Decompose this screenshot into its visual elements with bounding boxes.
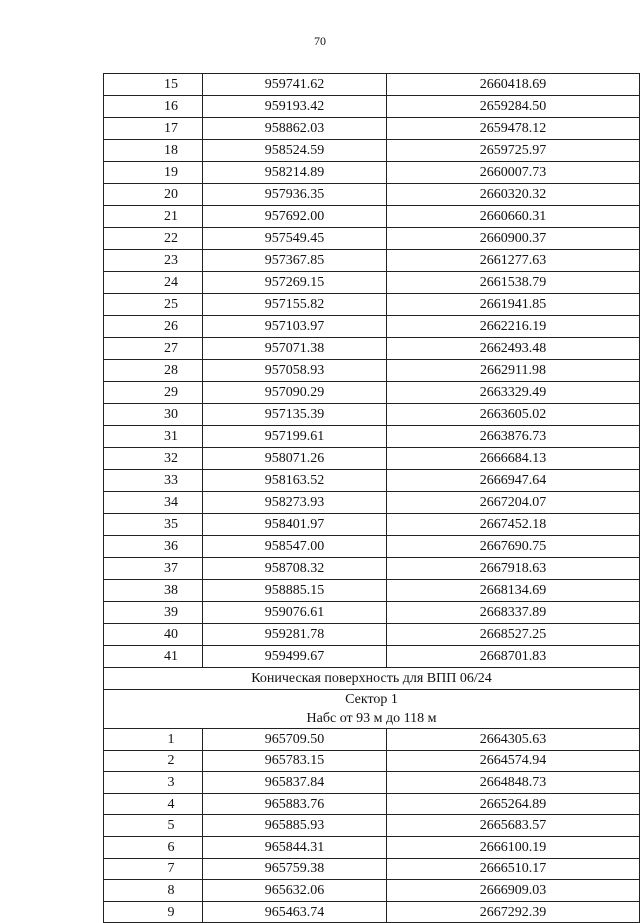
point-number: 30 bbox=[104, 404, 203, 426]
point-number: 18 bbox=[104, 140, 203, 162]
coord-x: 957692.00 bbox=[203, 206, 387, 228]
coord-y: 2668134.69 bbox=[387, 580, 640, 602]
coord-y: 2664848.73 bbox=[387, 772, 640, 794]
point-number: 2 bbox=[104, 750, 203, 772]
coord-x: 957058.93 bbox=[203, 360, 387, 382]
coord-x: 957269.15 bbox=[203, 272, 387, 294]
coord-y: 2662911.98 bbox=[387, 360, 640, 382]
coord-x: 957103.97 bbox=[203, 316, 387, 338]
coord-x: 965463.74 bbox=[203, 901, 387, 923]
point-number: 40 bbox=[104, 624, 203, 646]
point-number: 17 bbox=[104, 118, 203, 140]
table-row bbox=[104, 836, 640, 858]
coord-x: 965885.93 bbox=[203, 815, 387, 837]
coord-y: 2660418.69 bbox=[387, 74, 640, 96]
coord-x: 958708.32 bbox=[203, 558, 387, 580]
table-row bbox=[104, 536, 640, 558]
point-number: 8 bbox=[104, 880, 203, 902]
coord-y: 2662493.48 bbox=[387, 338, 640, 360]
coord-y: 2660007.73 bbox=[387, 162, 640, 184]
point-number: 35 bbox=[104, 514, 203, 536]
section-heading-row bbox=[104, 668, 640, 690]
point-number: 6 bbox=[104, 836, 203, 858]
table-row bbox=[104, 426, 640, 448]
coord-x: 957549.45 bbox=[203, 228, 387, 250]
coord-x: 965844.31 bbox=[203, 836, 387, 858]
table-row bbox=[104, 140, 640, 162]
coord-x: 958862.03 bbox=[203, 118, 387, 140]
point-number: 39 bbox=[104, 602, 203, 624]
coord-y: 2663329.49 bbox=[387, 382, 640, 404]
point-number: 19 bbox=[104, 162, 203, 184]
table-row bbox=[104, 316, 640, 338]
coord-y: 2667452.18 bbox=[387, 514, 640, 536]
sector-title: Сектор 1 bbox=[345, 692, 398, 707]
page-number: 70 bbox=[314, 34, 326, 48]
table-row bbox=[104, 880, 640, 902]
table-row bbox=[104, 206, 640, 228]
coord-x: 959193.42 bbox=[203, 96, 387, 118]
coord-y: 2668337.89 bbox=[387, 602, 640, 624]
coord-x: 957071.38 bbox=[203, 338, 387, 360]
point-number: 1 bbox=[104, 729, 203, 751]
table-row bbox=[104, 228, 640, 250]
table-row bbox=[104, 729, 640, 751]
table-row bbox=[104, 602, 640, 624]
point-number: 29 bbox=[104, 382, 203, 404]
point-number: 31 bbox=[104, 426, 203, 448]
coord-y: 2665264.89 bbox=[387, 793, 640, 815]
table-row bbox=[104, 750, 640, 772]
point-number: 24 bbox=[104, 272, 203, 294]
coord-x: 958163.52 bbox=[203, 470, 387, 492]
table-row bbox=[104, 162, 640, 184]
table-row bbox=[104, 514, 640, 536]
coord-x: 958071.26 bbox=[203, 448, 387, 470]
coord-y: 2663605.02 bbox=[387, 404, 640, 426]
table-row bbox=[104, 580, 640, 602]
coord-x: 965883.76 bbox=[203, 793, 387, 815]
point-number: 22 bbox=[104, 228, 203, 250]
sector-heading-row bbox=[104, 690, 640, 729]
coord-y: 2667690.75 bbox=[387, 536, 640, 558]
coord-y: 2661538.79 bbox=[387, 272, 640, 294]
table-row bbox=[104, 901, 640, 923]
point-number: 23 bbox=[104, 250, 203, 272]
coord-y: 2666100.19 bbox=[387, 836, 640, 858]
coord-x: 957367.85 bbox=[203, 250, 387, 272]
coord-y: 2661277.63 bbox=[387, 250, 640, 272]
coord-x: 957199.61 bbox=[203, 426, 387, 448]
coord-x: 958547.00 bbox=[203, 536, 387, 558]
coord-x: 959499.67 bbox=[203, 646, 387, 668]
sector-table-body bbox=[104, 729, 640, 923]
coord-x: 959741.62 bbox=[203, 74, 387, 96]
coord-y: 2666909.03 bbox=[387, 880, 640, 902]
table-row bbox=[104, 118, 640, 140]
table-row bbox=[104, 294, 640, 316]
coord-x: 957155.82 bbox=[203, 294, 387, 316]
point-number: 27 bbox=[104, 338, 203, 360]
table-row bbox=[104, 272, 640, 294]
table-row bbox=[104, 772, 640, 794]
point-number: 3 bbox=[104, 772, 203, 794]
point-number: 7 bbox=[104, 858, 203, 880]
point-number: 5 bbox=[104, 815, 203, 837]
coord-x: 965632.06 bbox=[203, 880, 387, 902]
table-row bbox=[104, 492, 640, 514]
point-number: 25 bbox=[104, 294, 203, 316]
coord-x: 965783.15 bbox=[203, 750, 387, 772]
coord-x: 958401.97 bbox=[203, 514, 387, 536]
coord-y: 2661941.85 bbox=[387, 294, 640, 316]
coord-y: 2660660.31 bbox=[387, 206, 640, 228]
table-row bbox=[104, 96, 640, 118]
table-row bbox=[104, 250, 640, 272]
point-number: 41 bbox=[104, 646, 203, 668]
coord-y: 2662216.19 bbox=[387, 316, 640, 338]
coordinates-table bbox=[103, 73, 640, 923]
coord-y: 2665683.57 bbox=[387, 815, 640, 837]
table-row bbox=[104, 404, 640, 426]
table-row bbox=[104, 815, 640, 837]
coord-y: 2664574.94 bbox=[387, 750, 640, 772]
coord-y: 2666510.17 bbox=[387, 858, 640, 880]
section-heading: Коническая поверхность для ВПП 06/24 bbox=[104, 668, 640, 690]
table-row bbox=[104, 793, 640, 815]
point-number: 26 bbox=[104, 316, 203, 338]
point-number: 38 bbox=[104, 580, 203, 602]
table-row bbox=[104, 858, 640, 880]
point-number: 9 bbox=[104, 901, 203, 923]
coord-y: 2668527.25 bbox=[387, 624, 640, 646]
point-number: 34 bbox=[104, 492, 203, 514]
point-number: 15 bbox=[104, 74, 203, 96]
coord-x: 957135.39 bbox=[203, 404, 387, 426]
coord-x: 959281.78 bbox=[203, 624, 387, 646]
coord-y: 2660320.32 bbox=[387, 184, 640, 206]
coord-y: 2659725.97 bbox=[387, 140, 640, 162]
point-number: 33 bbox=[104, 470, 203, 492]
table-row bbox=[104, 558, 640, 580]
point-number: 4 bbox=[104, 793, 203, 815]
table-row bbox=[104, 624, 640, 646]
coord-x: 957090.29 bbox=[203, 382, 387, 404]
coord-y: 2659478.12 bbox=[387, 118, 640, 140]
table-row bbox=[104, 360, 640, 382]
coord-y: 2667292.39 bbox=[387, 901, 640, 923]
point-number: 36 bbox=[104, 536, 203, 558]
sector-altitude-range: Набс от 93 м до 118 м bbox=[306, 711, 437, 726]
coord-x: 965759.38 bbox=[203, 858, 387, 880]
point-number: 20 bbox=[104, 184, 203, 206]
coord-x: 965837.84 bbox=[203, 772, 387, 794]
coord-x: 965709.50 bbox=[203, 729, 387, 751]
table-row bbox=[104, 646, 640, 668]
coord-y: 2668701.83 bbox=[387, 646, 640, 668]
table-row bbox=[104, 382, 640, 404]
point-number: 37 bbox=[104, 558, 203, 580]
coord-y: 2660900.37 bbox=[387, 228, 640, 250]
coord-x: 958214.89 bbox=[203, 162, 387, 184]
sector-heading bbox=[104, 690, 640, 729]
coord-y: 2666684.13 bbox=[387, 448, 640, 470]
coord-x: 959076.61 bbox=[203, 602, 387, 624]
coord-x: 958273.93 bbox=[203, 492, 387, 514]
coord-y: 2666947.64 bbox=[387, 470, 640, 492]
coord-x: 958885.15 bbox=[203, 580, 387, 602]
coord-y: 2667918.63 bbox=[387, 558, 640, 580]
coord-x: 958524.59 bbox=[203, 140, 387, 162]
coord-y: 2664305.63 bbox=[387, 729, 640, 751]
table-row bbox=[104, 74, 640, 96]
coord-y: 2663876.73 bbox=[387, 426, 640, 448]
point-number: 21 bbox=[104, 206, 203, 228]
point-number: 28 bbox=[104, 360, 203, 382]
coord-x: 957936.35 bbox=[203, 184, 387, 206]
table-row bbox=[104, 470, 640, 492]
table-row bbox=[104, 448, 640, 470]
table-row bbox=[104, 184, 640, 206]
coord-y: 2667204.07 bbox=[387, 492, 640, 514]
coordinates-table-body bbox=[104, 74, 640, 668]
point-number: 16 bbox=[104, 96, 203, 118]
coord-y: 2659284.50 bbox=[387, 96, 640, 118]
table-row bbox=[104, 338, 640, 360]
point-number: 32 bbox=[104, 448, 203, 470]
